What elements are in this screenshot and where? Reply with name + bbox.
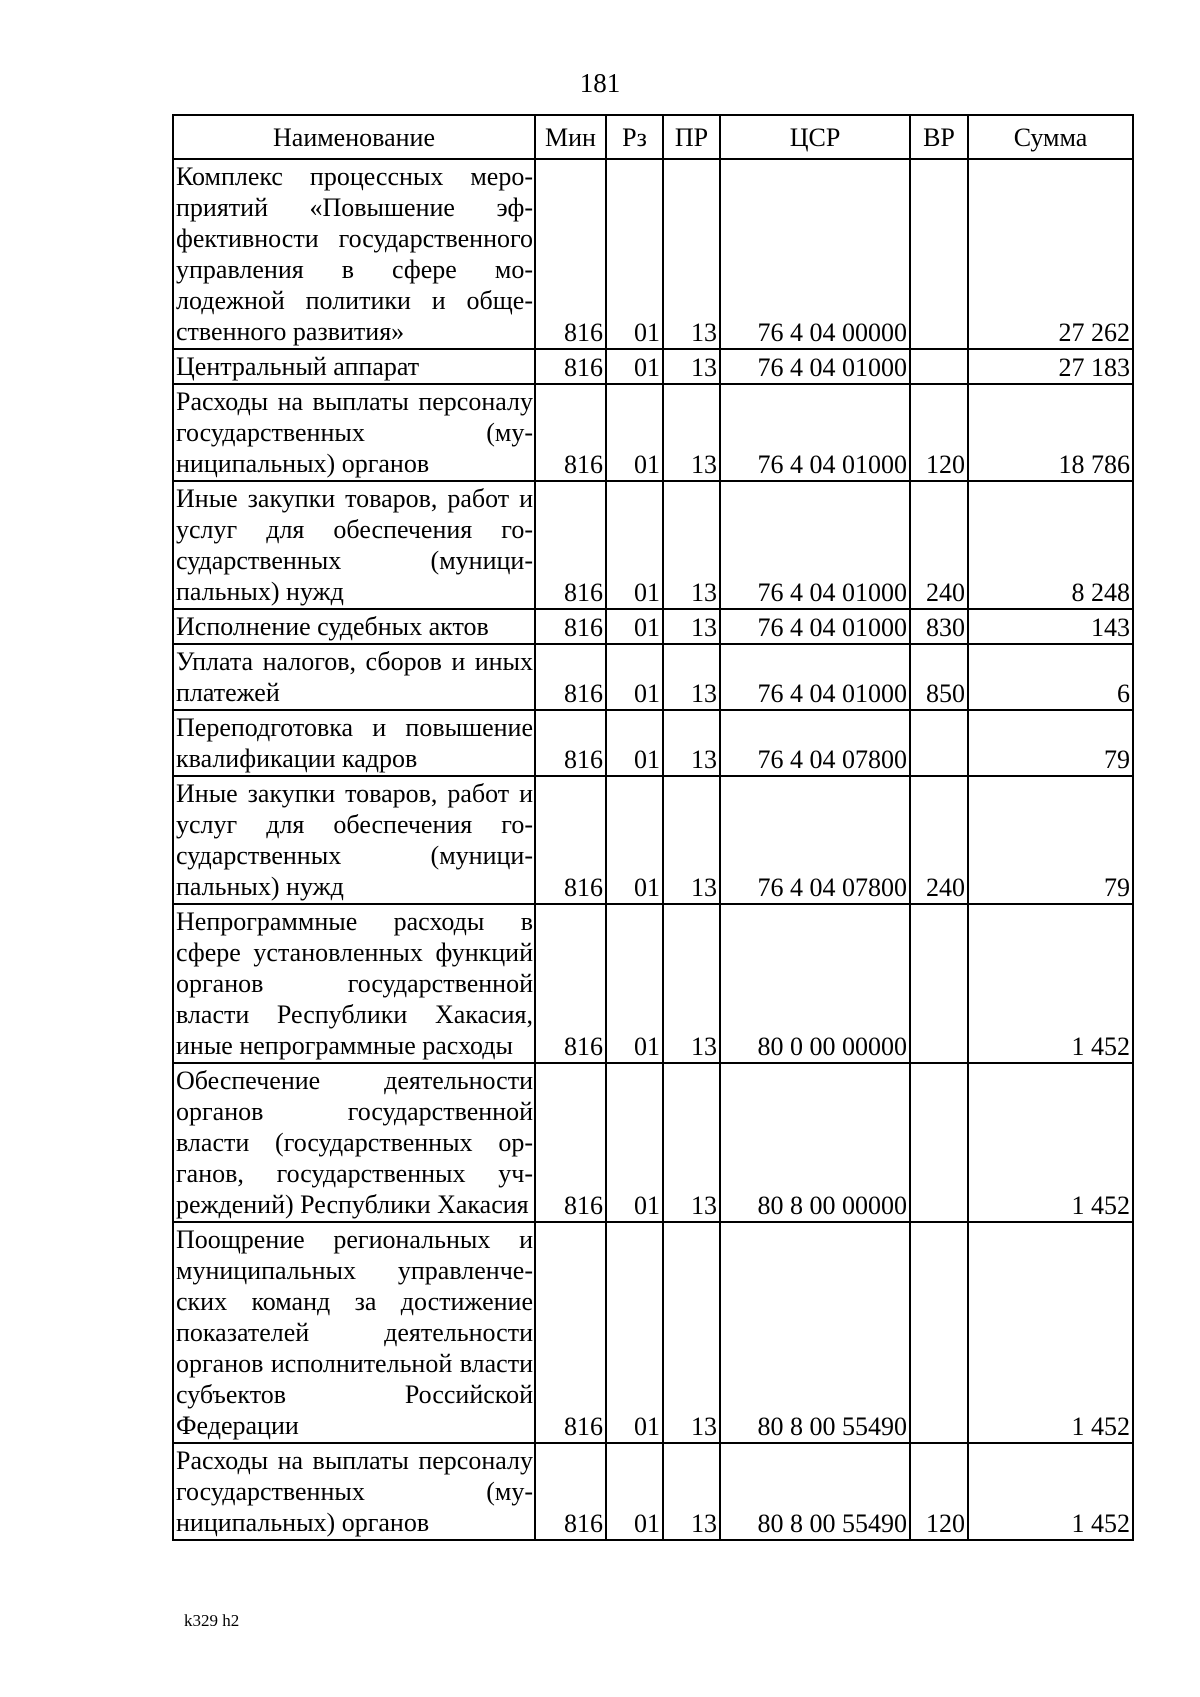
cell-sum: 1 452 — [968, 1063, 1133, 1222]
cell-name: Непрограммные расходы в сфере установленных функций органов государственной власти Республики Хакасия, иные непрограммные расходы — [173, 904, 535, 1063]
cell-min: 816 — [535, 1222, 606, 1443]
cell-min: 816 — [535, 349, 606, 384]
cell-min: 816 — [535, 1063, 606, 1222]
cell-min: 816 — [535, 644, 606, 710]
table-row — [173, 609, 1133, 644]
cell-vr — [910, 1063, 968, 1222]
cell-sum: 79 — [968, 776, 1133, 904]
table-row — [173, 1222, 1133, 1443]
cell-csr: 76 4 04 01000 — [720, 644, 910, 710]
cell-name: Переподготовка и повышение квалификации кадров — [173, 710, 535, 776]
cell-sum: 79 — [968, 710, 1133, 776]
cell-pr: 13 — [663, 609, 720, 644]
cell-vr — [910, 349, 968, 384]
cell-min: 816 — [535, 481, 606, 609]
cell-csr: 76 4 04 00000 — [720, 159, 910, 349]
cell-vr — [910, 1222, 968, 1443]
cell-name: Комплекс процессных мероприятий «Повышение эффективности государственного управления в сфере молодежной политики и общественного развития» — [173, 159, 535, 349]
header-sum: Сумма — [968, 115, 1133, 159]
cell-sum: 18 786 — [968, 384, 1133, 481]
cell-csr: 76 4 04 01000 — [720, 609, 910, 644]
cell-rz: 01 — [606, 710, 663, 776]
cell-csr: 76 4 04 01000 — [720, 384, 910, 481]
table-row — [173, 384, 1133, 481]
header-csr: ЦСР — [720, 115, 910, 159]
cell-sum: 6 — [968, 644, 1133, 710]
table-row — [173, 644, 1133, 710]
cell-pr: 13 — [663, 1063, 720, 1222]
cell-rz: 01 — [606, 349, 663, 384]
cell-vr — [910, 904, 968, 1063]
cell-sum: 8 248 — [968, 481, 1133, 609]
cell-rz: 01 — [606, 609, 663, 644]
cell-pr: 13 — [663, 481, 720, 609]
cell-csr: 80 8 00 00000 — [720, 1063, 910, 1222]
cell-rz: 01 — [606, 481, 663, 609]
cell-pr: 13 — [663, 349, 720, 384]
cell-pr: 13 — [663, 159, 720, 349]
cell-pr: 13 — [663, 1443, 720, 1540]
cell-name: Иные закупки товаров, работ и услуг для обеспечения государственных (муниципальных) нужд — [173, 776, 535, 904]
table-row — [173, 481, 1133, 609]
cell-sum: 143 — [968, 609, 1133, 644]
cell-csr: 80 8 00 55490 — [720, 1443, 910, 1540]
cell-vr — [910, 710, 968, 776]
cell-sum: 27 262 — [968, 159, 1133, 349]
cell-name: Расходы на выплаты персоналу государственных (муниципальных) органов — [173, 384, 535, 481]
cell-csr: 80 0 00 00000 — [720, 904, 910, 1063]
cell-rz: 01 — [606, 159, 663, 349]
cell-pr: 13 — [663, 1222, 720, 1443]
cell-name: Центральный аппарат — [173, 349, 535, 384]
cell-name: Обеспечение деятельности органов государственной власти (государственных органов, государственных учреждений) Республики Хакасия — [173, 1063, 535, 1222]
cell-pr: 13 — [663, 644, 720, 710]
cell-csr: 76 4 04 01000 — [720, 349, 910, 384]
table-row — [173, 159, 1133, 349]
cell-csr: 76 4 04 07800 — [720, 776, 910, 904]
table-row — [173, 1063, 1133, 1222]
cell-name: Расходы на выплаты персоналу государственных (муниципальных) органов — [173, 1443, 535, 1540]
header-pr: ПР — [663, 115, 720, 159]
cell-rz: 01 — [606, 776, 663, 904]
table-header-row — [173, 115, 1133, 159]
cell-rz: 01 — [606, 904, 663, 1063]
cell-rz: 01 — [606, 1443, 663, 1540]
cell-name: Исполнение судебных актов — [173, 609, 535, 644]
cell-min: 816 — [535, 1443, 606, 1540]
cell-vr: 120 — [910, 1443, 968, 1540]
cell-vr: 240 — [910, 481, 968, 609]
cell-csr: 76 4 04 07800 — [720, 710, 910, 776]
cell-rz: 01 — [606, 1063, 663, 1222]
cell-name: Уплата налогов, сборов и иных платежей — [173, 644, 535, 710]
cell-vr: 120 — [910, 384, 968, 481]
budget-table — [172, 114, 1134, 1541]
table-row — [173, 1443, 1133, 1540]
cell-vr: 240 — [910, 776, 968, 904]
footer-document-code: k329 h2 — [184, 1611, 240, 1630]
cell-min: 816 — [535, 159, 606, 349]
table-row — [173, 710, 1133, 776]
cell-pr: 13 — [663, 904, 720, 1063]
table-row — [173, 349, 1133, 384]
cell-sum: 27 183 — [968, 349, 1133, 384]
page-number: 181 — [579, 68, 621, 98]
header-name: Наименование — [173, 115, 535, 159]
cell-pr: 13 — [663, 776, 720, 904]
cell-min: 816 — [535, 710, 606, 776]
header-rz: Рз — [606, 115, 663, 159]
cell-min: 816 — [535, 776, 606, 904]
cell-pr: 13 — [663, 710, 720, 776]
header-min: Мин — [535, 115, 606, 159]
cell-sum: 1 452 — [968, 1443, 1133, 1540]
cell-name: Поощрение региональных и муниципальных управленческих команд за достижение показателей деятельности органов исполнительной власти субъектов Российской Федерации — [173, 1222, 535, 1443]
cell-vr: 850 — [910, 644, 968, 710]
cell-csr: 80 8 00 55490 — [720, 1222, 910, 1443]
cell-rz: 01 — [606, 1222, 663, 1443]
cell-min: 816 — [535, 384, 606, 481]
cell-pr: 13 — [663, 384, 720, 481]
cell-rz: 01 — [606, 384, 663, 481]
cell-csr: 76 4 04 01000 — [720, 481, 910, 609]
header-vr: ВР — [910, 115, 968, 159]
cell-name: Иные закупки товаров, работ и услуг для обеспечения государственных (муниципальных) нужд — [173, 481, 535, 609]
cell-min: 816 — [535, 904, 606, 1063]
cell-rz: 01 — [606, 644, 663, 710]
cell-sum: 1 452 — [968, 904, 1133, 1063]
cell-min: 816 — [535, 609, 606, 644]
cell-vr: 830 — [910, 609, 968, 644]
cell-vr — [910, 159, 968, 349]
table-row — [173, 776, 1133, 904]
table-row — [173, 904, 1133, 1063]
cell-sum: 1 452 — [968, 1222, 1133, 1443]
